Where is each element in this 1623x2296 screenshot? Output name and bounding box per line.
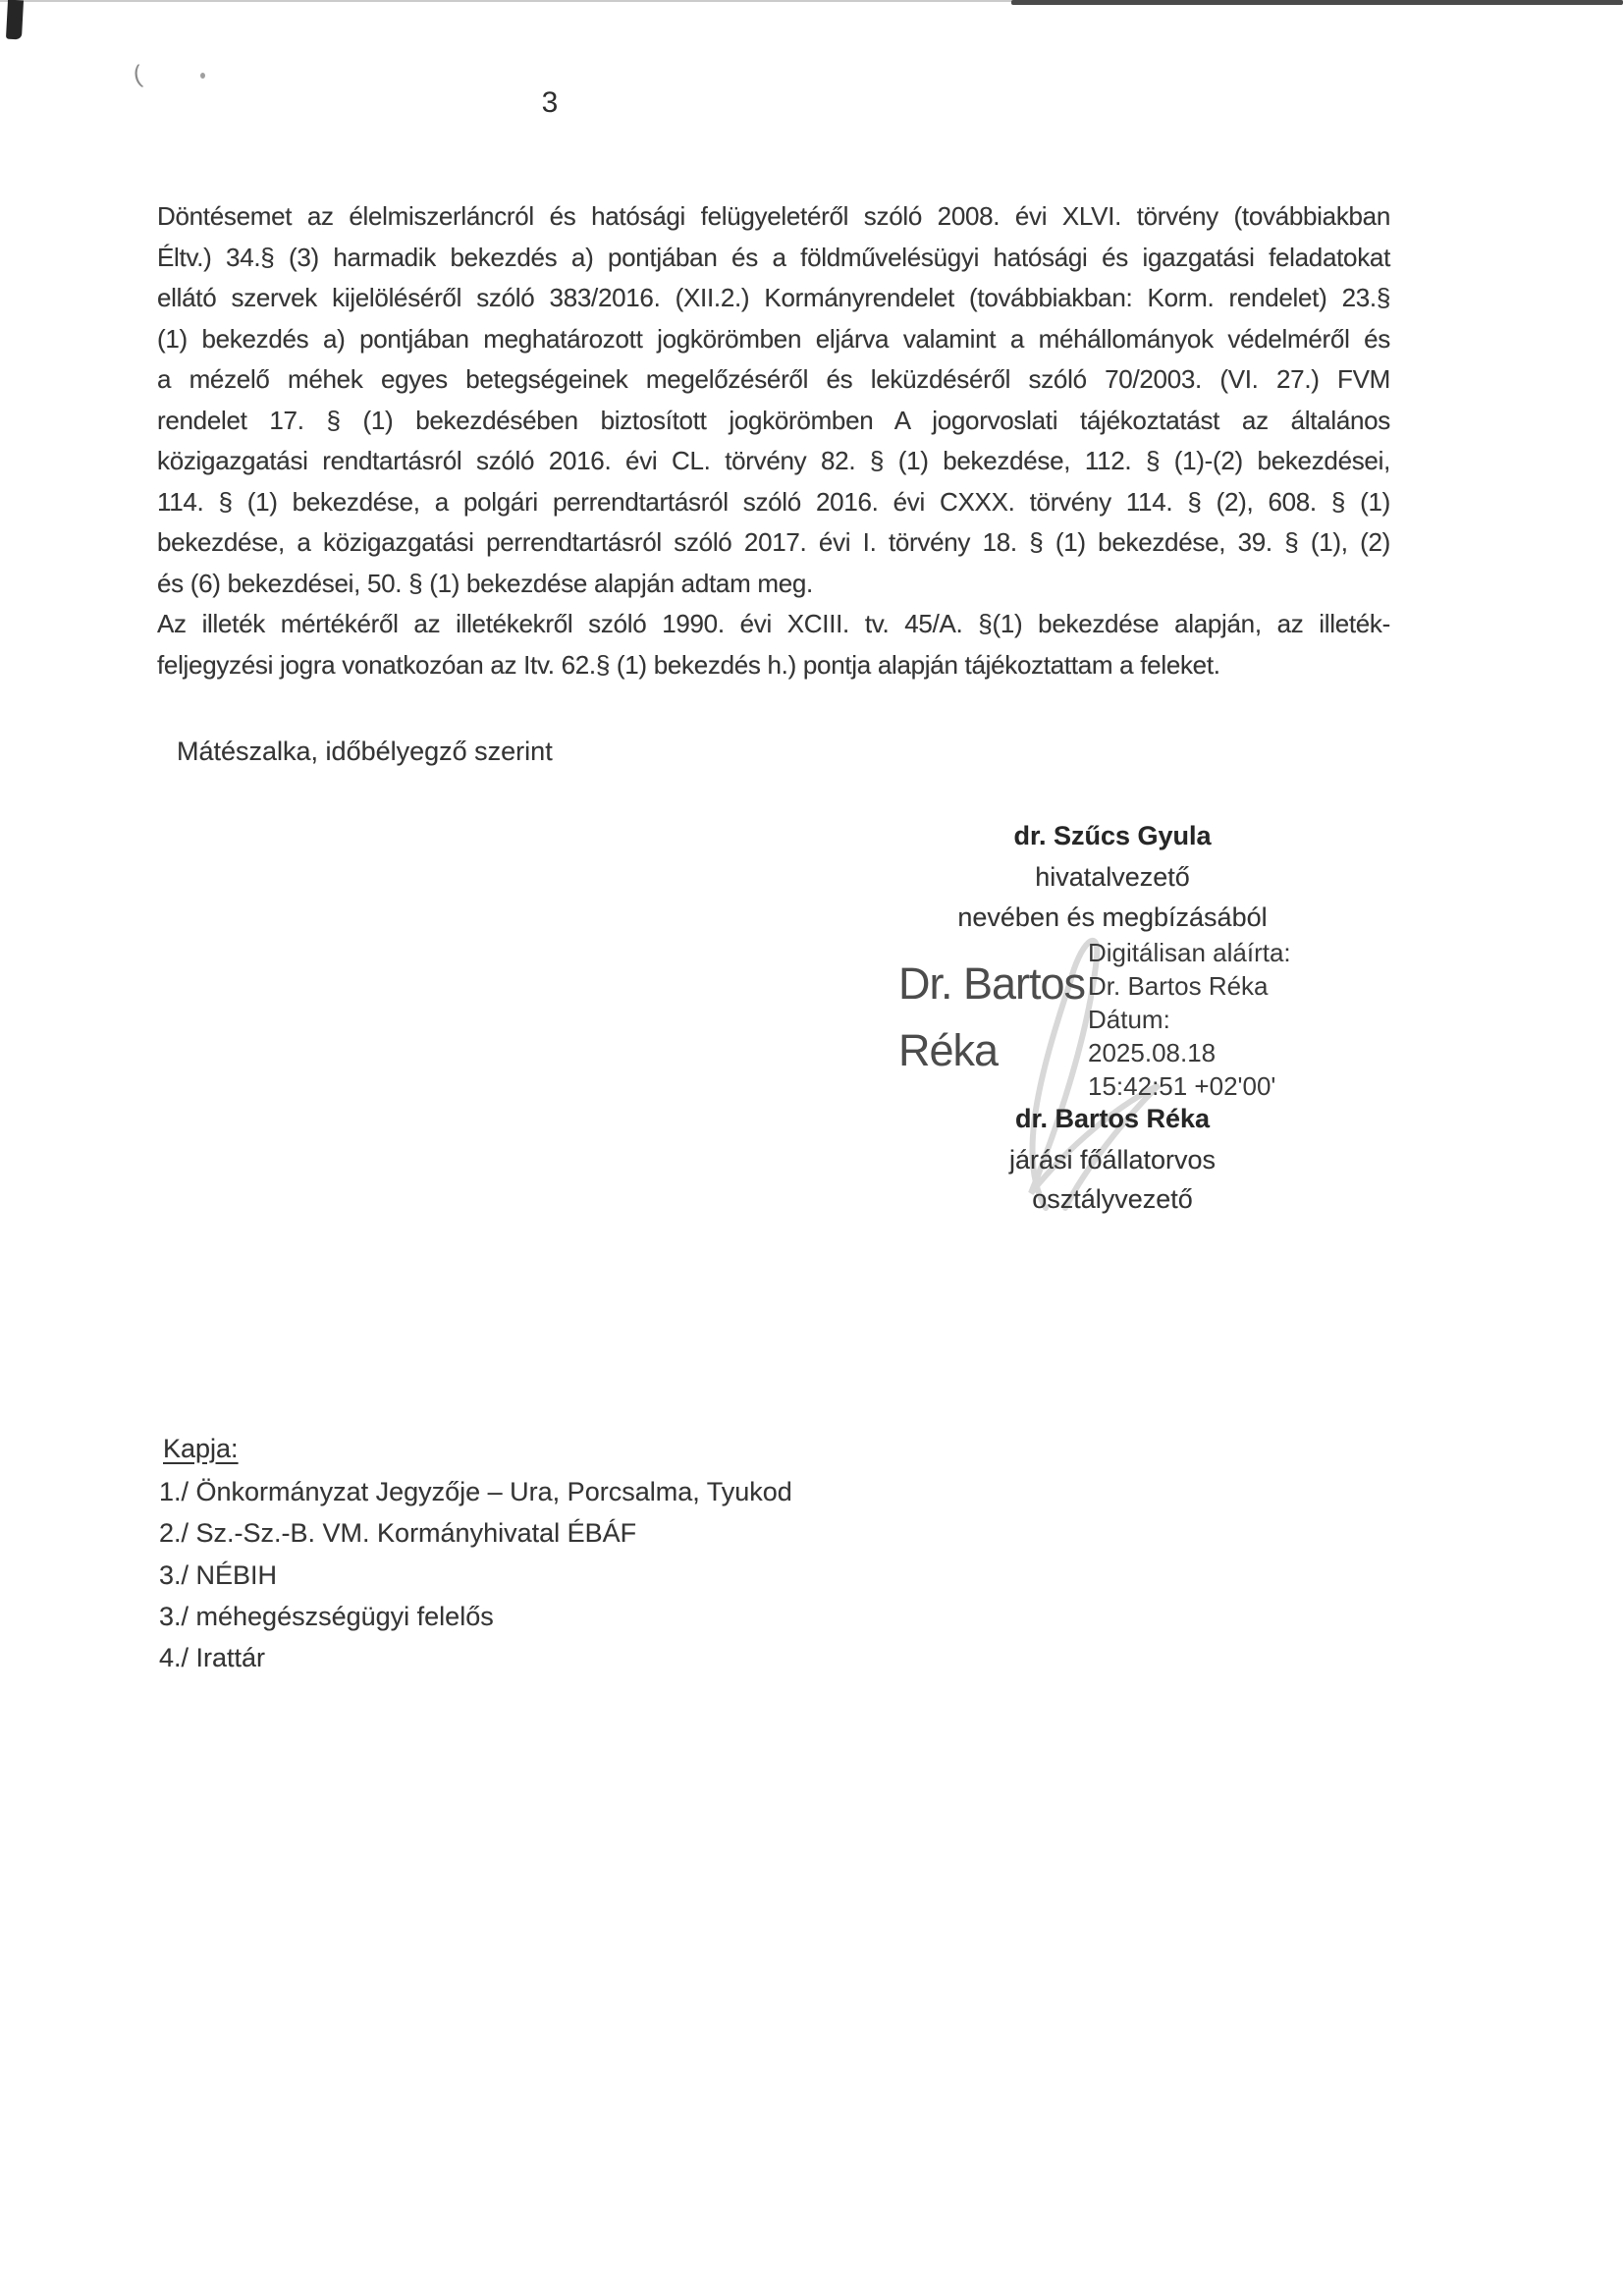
scan-stray-mark: (: [131, 60, 144, 89]
distribution-heading: Kapja:: [163, 1434, 239, 1463]
digital-stamp-name-line1: Dr. Bartos: [898, 958, 1086, 1009]
body-line: a mézelő méhek egyes betegségeinek megelőzéséről és leküzdéséről szóló 70/2003. (VI. 27.) FVM: [157, 364, 1390, 394]
scan-stray-speck: [200, 73, 205, 79]
digital-stamp-name-line2: Réka: [898, 1025, 999, 1075]
dateline: Mátészalka, időbélyegző szerint: [177, 737, 553, 766]
scan-corner-artifact: [6, 0, 24, 39]
principal-name: dr. Szűcs Gyula: [1013, 821, 1212, 850]
stamp-signed-label: Digitálisan aláírta:: [1088, 938, 1291, 967]
body-line: (1) bekezdés a) pontjában meghatározott jogkörömben eljárva valamint a méhállományok védelméről és: [157, 323, 1390, 354]
body-line: közigazgatási rendtartásról szóló 2016. évi CL. törvény 82. § (1) bekezdése, 112. § (1)-(2) bekezdései,: [157, 446, 1390, 475]
body-line: bekezdése, a közigazgatási perrendtartásról szóló 2017. évi I. törvény 18. § (1) bekezdése, 39. § (1), (2): [157, 527, 1390, 557]
stamp-signed-name: Dr. Bartos Réka: [1088, 971, 1269, 1001]
stamp-date-value: 2025.08.18: [1088, 1038, 1217, 1067]
distribution-item: 2./ Sz.-Sz.-B. VM. Kormányhivatal ÉBÁF: [159, 1518, 637, 1549]
on-behalf-text: nevében és megbízásából: [957, 902, 1268, 932]
distribution-item: 4./ Irattár: [159, 1643, 266, 1673]
body-line: feljegyzési jogra vonatkozóan az Itv. 62.§ (1) bekezdés h.) pontja alapján tájékoztattam a feleket.: [157, 649, 1220, 680]
body-line: Éltv.) 34.§ (3) harmadik bekezdés a) pontjában és a földművelésügyi hatósági és igazgatási feladatokat: [157, 242, 1390, 272]
distribution-list: [159, 1471, 1043, 1678]
body-line: Az illeték mértékéről az illetékekről szóló 1990. évi XCIII. tv. 45/A. §(1) bekezdése alapján, az illeték-: [157, 609, 1390, 638]
stamp-time-value: 15:42:51 +02'00': [1088, 1071, 1276, 1101]
body-line: rendelet 17. § (1) bekezdésében biztosított jogkörömben A jogorvoslati tájékoztatást az általános: [157, 405, 1390, 435]
digital-stamp-details: [1088, 936, 1412, 1103]
stamp-date-label: Dátum:: [1088, 1005, 1170, 1034]
body-paragraph: [157, 196, 1390, 685]
body-line: ellátó szervek kijelöléséről szóló 383/2016. (XII.2.) Kormányrendelet (továbbiakban: Korm. rendelet) 23.§: [157, 283, 1390, 312]
body-line: Döntésemet az élelmiszerláncról és hatósági felügyeletéről szóló 2008. évi XLVI. törvény (továbbiakban: [157, 201, 1390, 231]
distribution-item: 1./ Önkormányzat Jegyzője – Ura, Porcsalma, Tyukod: [159, 1477, 792, 1506]
scan-top-dark-line: [1011, 0, 1623, 5]
distribution-item: 3./ NÉBIH: [159, 1559, 278, 1590]
distribution-item: 3./ méhegészségügyi felelős: [159, 1601, 494, 1631]
principal-title: hivatalvezető: [1035, 862, 1190, 892]
body-line: 114. § (1) bekezdése, a polgári perrendtartásról szóló 2016. évi CXXX. törvény 114. § (2), 608. § (1): [157, 486, 1390, 517]
signer-name: dr. Bartos Réka: [1014, 1104, 1211, 1133]
body-line: és (6) bekezdései, 50. § (1) bekezdése alapján adtam meg.: [157, 568, 813, 598]
page-number: 3: [541, 86, 559, 119]
signer-title-2: osztályvezető: [1032, 1184, 1193, 1214]
signer-title-1: járási főállatorvos: [1008, 1145, 1217, 1175]
